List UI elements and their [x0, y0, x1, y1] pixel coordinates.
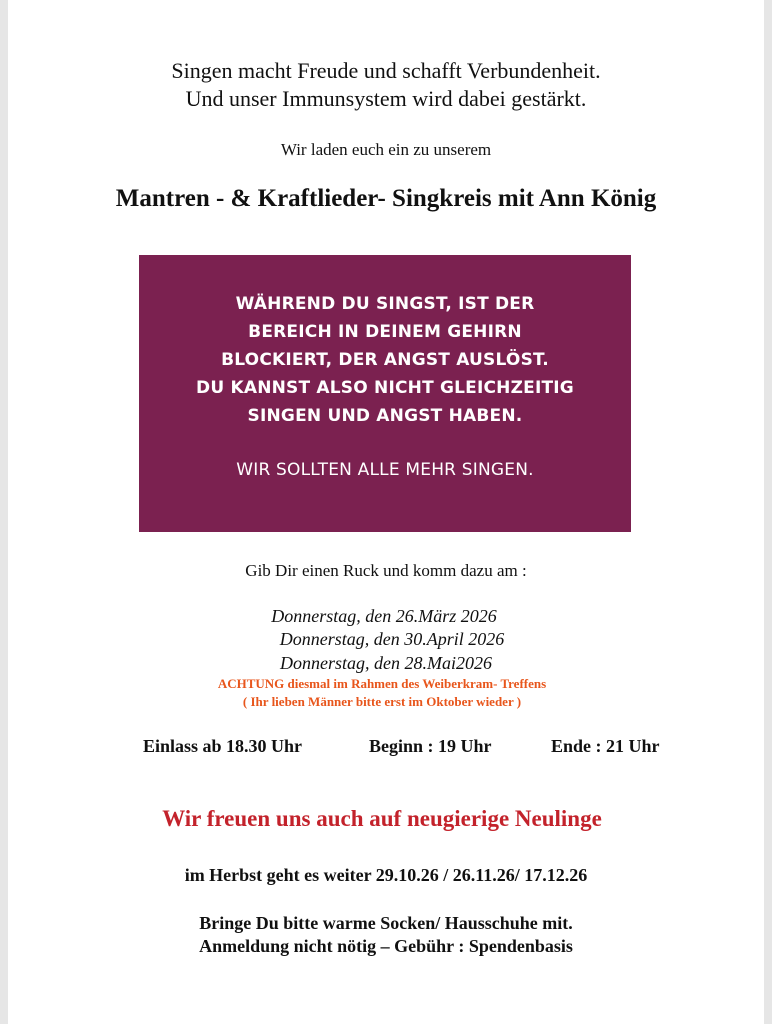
event-headline: Mantren - & Kraftlieder- Singkreis mit Ann König: [115, 185, 657, 212]
call-to-action: Gib Dir einen Ruck und komm dazu am :: [245, 561, 527, 580]
quote-line-1: WÄHREND DU SINGST, IST DER: [235, 294, 535, 314]
quote-line-5: SINGEN UND ANGST HABEN.: [247, 406, 523, 426]
warning-line-2: ( Ihr lieben Männer bitte erst im Oktober wieder ): [242, 694, 522, 709]
ende-time: Ende : 21 Uhr: [551, 736, 660, 756]
quote-line-3: BLOCKIERT, DER ANGST AUSLÖST.: [221, 350, 549, 370]
invitation-text: Wir laden euch ein zu unserem: [280, 140, 492, 159]
neulinge-welcome: Wir freuen uns auch auf neugierige Neulinge: [162, 806, 602, 831]
intro-line-2: Und unser Immunsystem wird dabei gestärkt.: [185, 86, 587, 111]
registration-info: Anmeldung nicht nötig – Gebühr : Spendenbasis: [199, 936, 573, 956]
quote-line-2: BEREICH IN DEINEM GEHIRN: [248, 322, 522, 342]
einlass-time: Einlass ab 18.30 Uhr: [143, 736, 303, 756]
warning-line-1: ACHTUNG diesmal im Rahmen des Weiberkram- Treffens: [217, 676, 547, 691]
quote-line-4: DU KANNST ALSO NICHT GLEICHZEITIG: [196, 378, 574, 398]
quote-box: [139, 255, 631, 532]
intro-line-1: Singen macht Freude und schafft Verbundenheit.: [171, 58, 601, 83]
quote-final-line: WIR SOLLTEN ALLE MEHR SINGEN.: [236, 460, 534, 480]
beginn-time: Beginn : 19 Uhr: [369, 736, 492, 756]
bring-socks: Bringe Du bitte warme Socken/ Hausschuhe mit.: [199, 913, 573, 933]
date-2: Donnerstag, den 30.April 2026: [279, 629, 505, 649]
date-1: Donnerstag, den 26.März 2026: [271, 606, 497, 626]
date-3: Donnerstag, den 28.Mai2026: [280, 653, 492, 673]
autumn-dates: im Herbst geht es weiter 29.10.26 / 26.11.26/ 17.12.26: [184, 865, 588, 885]
